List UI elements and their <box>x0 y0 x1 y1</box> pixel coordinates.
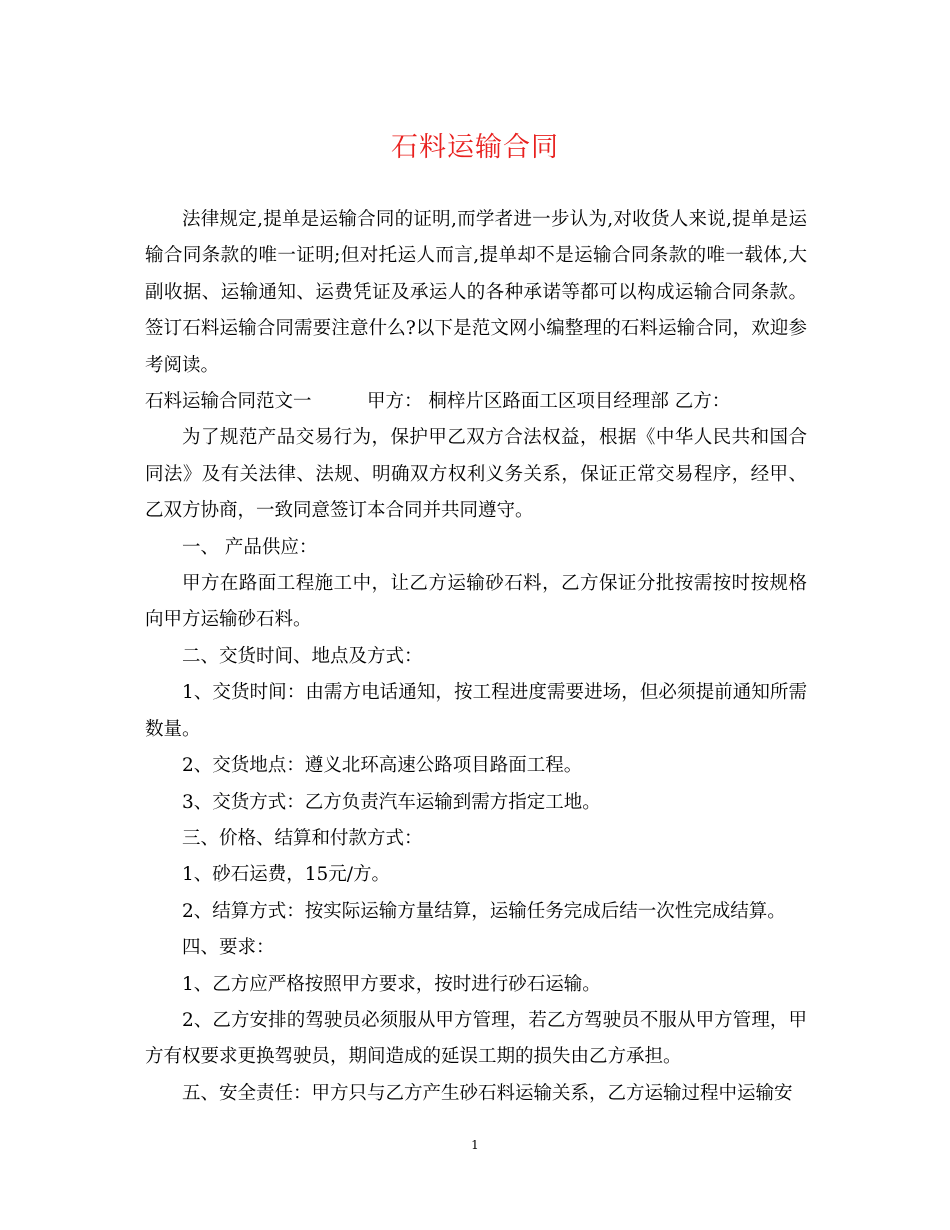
paragraph-delivery-place: 2、交货地点：遵义北环高速公路项目路面工程。 <box>182 755 583 777</box>
document-title: 石料运输合同 <box>391 132 559 163</box>
paragraph-freight: 1、砂石运费，15元/方。 <box>182 864 391 886</box>
document-body <box>145 202 807 1112</box>
paragraph-parties: 石料运输合同范文一 甲方： 桐梓片区路面工区项目经理部 乙方： <box>145 391 731 413</box>
paragraph-delivery-time: 1、交货时间：由需方电话通知，按工程进度需要进场，但必须提前通知所需数量。 <box>145 682 807 740</box>
page-number: 1 <box>471 1138 479 1152</box>
section-heading-price: 三、价格、结算和付款方式： <box>182 827 423 849</box>
paragraph-requirement-2: 2、乙方安排的驾驶员必须服从甲方管理，若乙方驾驶员不服从甲方管理，甲方有权要求更换驾驶员，期间造成的延误工期的损失由乙方承担。 <box>145 1009 807 1068</box>
paragraph-supply: 甲方在路面工程施工中，让乙方运输砂石料，乙方保证分批按需按时按规格向甲方运输砂石料。 <box>145 573 807 631</box>
section-heading-delivery: 二、交货时间、地点及方式： <box>182 645 423 667</box>
section-heading-requirements: 四、要求： <box>182 937 275 959</box>
paragraph-settlement: 2、结算方式：按实际运输方量结算，运输任务完成后结一次性完成结算。 <box>182 900 786 922</box>
paragraph-requirement-1: 1、乙方应严格按照甲方要求，按时进行砂石运输。 <box>182 973 601 995</box>
paragraph-safety: 五、安全责任：甲方只与乙方产生砂石料运输关系，乙方运输过程中运输安 <box>182 1082 793 1104</box>
paragraph-purpose: 为了规范产品交易行为，保护甲乙双方合法权益，根据《中华人民共和国合同法》及有关法律、法规、明确双方权利义务关系，保证正常交易程序，经甲、乙双方协商，一致同意签订本合同并共同遵守。 <box>145 427 807 522</box>
section-heading-supply: 一、 产品供应： <box>182 536 318 558</box>
paragraph-intro: 法律规定,提单是运输合同的证明,而学者进一步认为,对收货人来说,提单是运输合同条款的唯一证明;但对托运人而言,提单却不是运输合同条款的唯一载体,大副收据、运输通知、运费凭证及承运人的各种承诺等都可以构成运输合同条款。签订石料运输合同需要注意什么?以下是范文网小编整理的石料运输合同，欢迎参考阅读。 <box>145 209 807 376</box>
paragraph-delivery-method: 3、交货方式：乙方负责汽车运输到需方指定工地。 <box>182 791 601 813</box>
